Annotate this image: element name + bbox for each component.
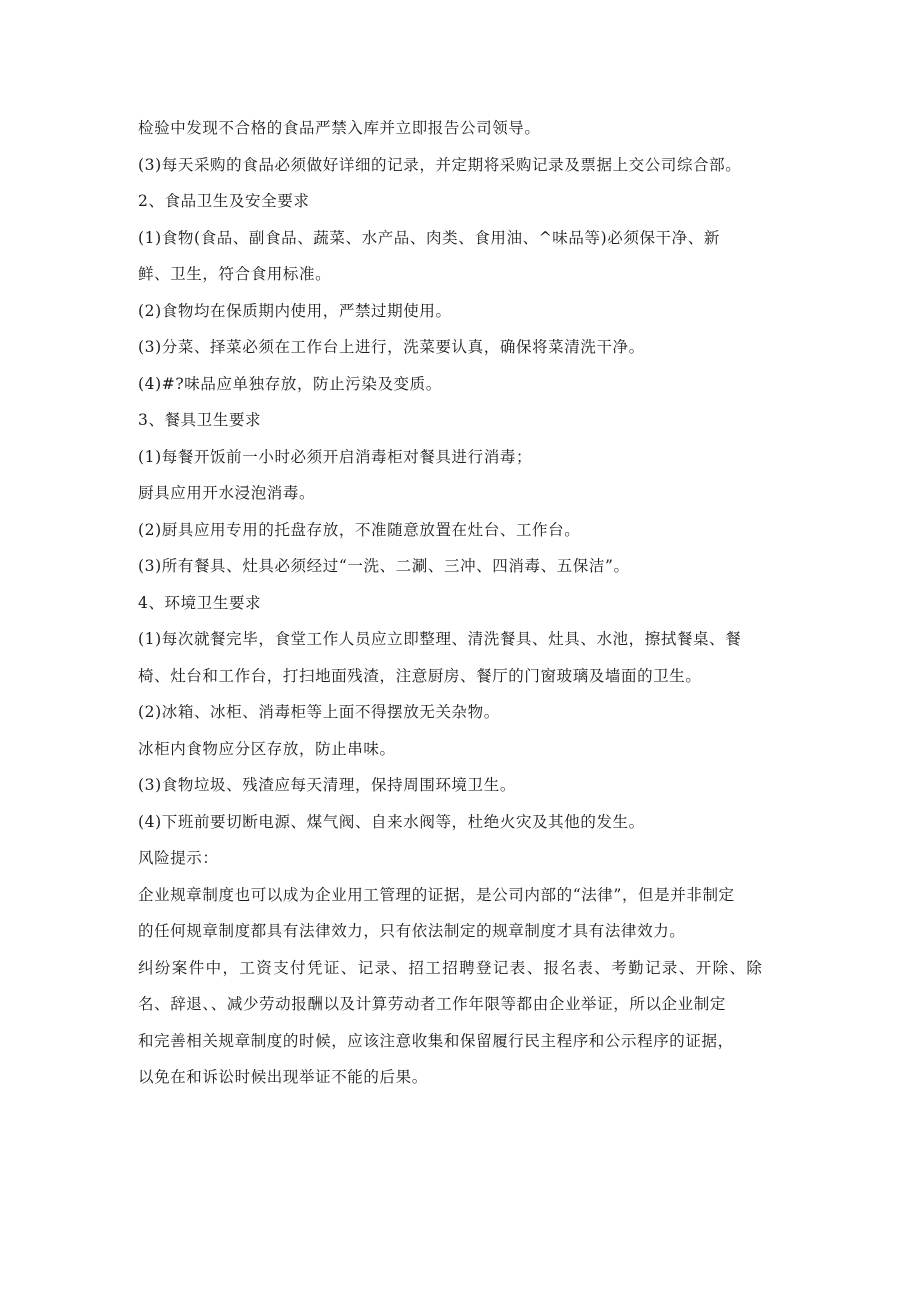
text-line-2: (3)每天采购的食品必须做好详细的记录，并定期将采购记录及票据上交公司综合部。: [138, 155, 742, 174]
text-line-22: 企业规章制度也可以成为企业用工管理的证据，是公司内部的“法律”，但是并非制定: [138, 885, 735, 904]
text-line-4: (1)食物(食品、副食品、蔬菜、水产品、肉类、食用油、^味品等)必须保干净、新: [138, 228, 720, 247]
text-line-8: (4)#?味品应单独存放，防止污染及变质。: [138, 374, 442, 393]
text-line-16: 椅、灶台和工作台，打扫地面残渣，注意厨房、餐厅的门窗玻璃及墙面的卫生。: [138, 666, 702, 685]
text-line-20: (4)下班前要切断电源、煤气阀、自来水阀等，杜绝火灾及其他的发生。: [138, 812, 645, 831]
text-line-19: (3)食物垃圾、残渣应每天清理，保持周围环境卫生。: [138, 776, 516, 794]
text-line-10: (1)每餐开饭前一小时必须开启消毒柜对餐具进行消毒；: [138, 447, 533, 466]
text-line-15: (1)每次就餐完毕，食堂工作人员应立即整理、清洗餐具、灶具、水池，擦拭餐桌、餐: [138, 630, 742, 648]
text-line-27: 以免在和诉讼时候出现举证不能的后果。: [138, 1068, 428, 1086]
section-heading-environment-hygiene: 4、环境卫生要求: [138, 593, 262, 612]
text-line-1: 检验中发现不合格的食品严禁入库并立即报告公司领导。: [138, 119, 541, 137]
text-line-6: (2)食物均在保质期内使用，严禁过期使用。: [138, 301, 452, 320]
section-heading-risk-notice: 风险提示：: [138, 849, 219, 867]
section-heading-food-hygiene: 2、食品卫生及安全要求: [138, 192, 310, 210]
text-line-25: 名、辞退、、减少劳动报酬以及计算劳动者工作年限等都由企业举证，所以企业制定: [138, 995, 726, 1013]
text-line-12: (2)厨具应用专用的托盘存放，不准随意放置在灶台、工作台。: [138, 520, 581, 539]
text-line-23: 的任何规章制度都具有法律效力，只有依法制定的规章制度才具有法律效力。: [138, 922, 686, 940]
text-line-13: (3)所有餐具、灶具必须经过“一洗、二涮、三冲、四消毒、五保洁”。: [138, 557, 630, 575]
text-line-24: 纠纷案件中，工资支付凭证、记录、招工招聘登记表、报名表、考勤记录、开除、除: [138, 958, 764, 977]
text-line-17: (2)冰箱、冰柜、消毒柜等上面不得摆放无关杂物。: [138, 703, 500, 721]
text-line-11: 厨具应用开水浸泡消毒。: [138, 484, 316, 502]
text-line-7: (3)分菜、择菜必须在工作台上进行，洗菜要认真，确保将菜清洗干净。: [138, 338, 645, 356]
text-line-18: 冰柜内食物应分区存放，防止串味。: [138, 739, 396, 758]
section-heading-tableware-hygiene: 3、餐具卫生要求: [138, 411, 262, 429]
text-line-5: 鲜、卫生，符合食用标准。: [138, 265, 332, 283]
text-line-26: 和完善相关规章制度的时候，应该注意收集和保留履行民主程序和公示程序的证据，: [138, 1031, 734, 1050]
document-body: [138, 110, 798, 1096]
